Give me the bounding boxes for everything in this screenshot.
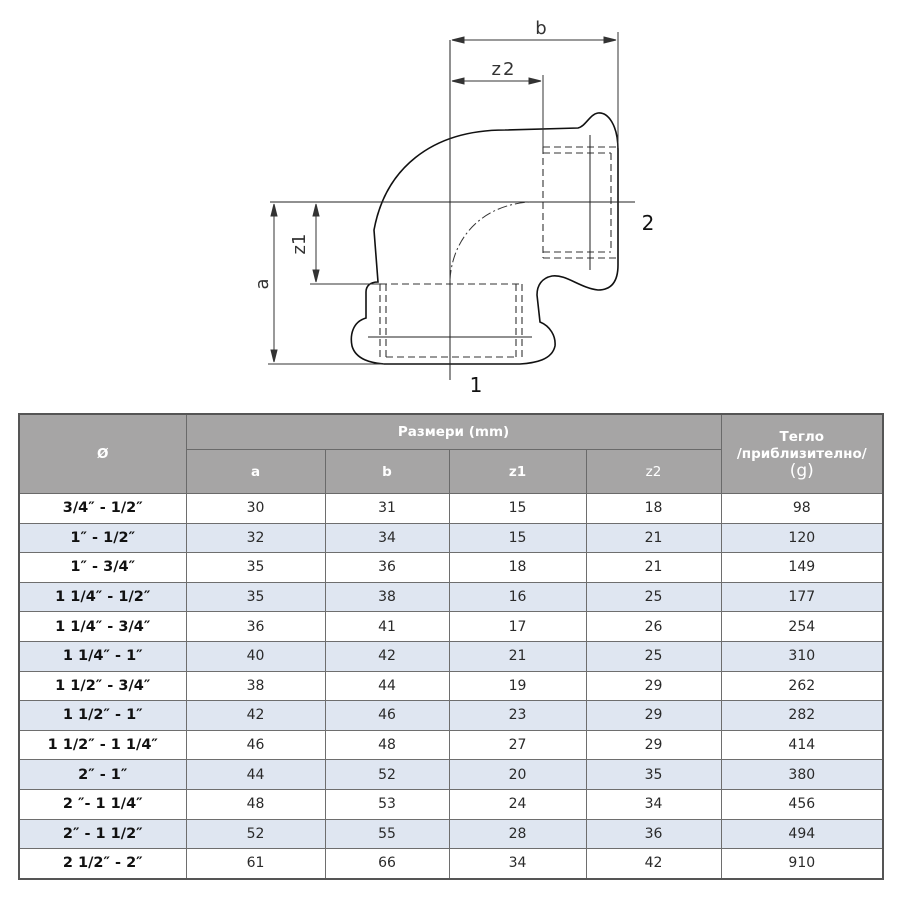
cell-a: 32 [186,523,325,553]
cell-z2: 36 [586,819,721,849]
cell-size: 1″ - 1/2″ [19,523,186,553]
cell-z2: 29 [586,671,721,701]
header-col-z1: z1 [449,450,586,494]
cell-a: 46 [186,730,325,760]
cell-z2: 18 [586,494,721,524]
cell-z1: 17 [449,612,586,642]
cell-b: 42 [325,641,449,671]
cell-a: 36 [186,612,325,642]
cell-a: 38 [186,671,325,701]
cell-size: 1″ - 3/4″ [19,553,186,583]
cell-size: 1 1/4″ - 1″ [19,641,186,671]
cell-a: 30 [186,494,325,524]
cell-b: 52 [325,760,449,790]
cell-b: 46 [325,701,449,731]
dimension-label-b: b [535,18,547,39]
cell-z2: 25 [586,641,721,671]
cell-z1: 23 [449,701,586,731]
cell-z2: 42 [586,849,721,879]
cell-weight: 414 [721,730,883,760]
cell-a: 61 [186,849,325,879]
cell-z1: 16 [449,582,586,612]
cell-z1: 28 [449,819,586,849]
header-weight-line2: /приблизително/ [736,445,867,462]
elbow-outline [351,113,618,364]
cell-weight: 254 [721,612,883,642]
header-col-a: a [186,450,325,494]
table-row [19,730,883,760]
header-diameter: Ø [19,414,186,494]
elbow-outer-curve [368,130,512,292]
cell-b: 48 [325,730,449,760]
cell-z2: 35 [586,760,721,790]
cell-weight: 149 [721,553,883,583]
dimension-b [452,37,616,43]
cell-z1: 34 [449,849,586,879]
cell-z1: 19 [449,671,586,701]
cell-a: 35 [186,553,325,583]
cell-a: 44 [186,760,325,790]
cell-weight: 282 [721,701,883,731]
table-row [19,553,883,583]
cell-size: 2″ - 1″ [19,760,186,790]
cell-size: 1 1/2″ - 1 1/4″ [19,730,186,760]
table-row [19,523,883,553]
cell-a: 42 [186,701,325,731]
cell-z2: 21 [586,523,721,553]
cell-z2: 29 [586,701,721,731]
cell-a: 35 [186,582,325,612]
header-weight-line1: Тегло [779,428,825,445]
cell-size: 1 1/4″ - 1/2″ [19,582,186,612]
cell-z2: 21 [586,553,721,583]
cell-z1: 27 [449,730,586,760]
cell-weight: 910 [721,849,883,879]
cell-z1: 15 [449,523,586,553]
cell-b: 34 [325,523,449,553]
cell-b: 44 [325,671,449,701]
header-weight [721,414,883,494]
cell-size: 1 1/2″ - 3/4″ [19,671,186,701]
cell-a: 52 [186,819,325,849]
cell-z1: 20 [449,760,586,790]
cell-b: 31 [325,494,449,524]
cell-weight: 380 [721,760,883,790]
elbow-technical-drawing [0,0,900,405]
cell-weight: 120 [721,523,883,553]
cell-z1: 18 [449,553,586,583]
dimension-label-z1: z1 [289,233,310,255]
cell-b: 55 [325,819,449,849]
cell-weight: 262 [721,671,883,701]
table-row [19,701,883,731]
cell-size: 1 1/2″ - 1″ [19,701,186,731]
cell-weight: 98 [721,494,883,524]
cell-size: 2 1/2″ - 2″ [19,849,186,879]
cell-b: 53 [325,789,449,819]
cell-z2: 26 [586,612,721,642]
dimension-z1 [313,204,319,282]
cell-b: 41 [325,612,449,642]
port1-thread-dashes [380,284,522,357]
cell-a: 40 [186,641,325,671]
table-row [19,671,883,701]
cell-z1: 21 [449,641,586,671]
cell-weight: 177 [721,582,883,612]
flow-centerline-arc [450,202,530,280]
cell-z1: 24 [449,789,586,819]
cell-z2: 29 [586,730,721,760]
header-dimensions-group: Размери (mm) [186,414,721,450]
table-row [19,641,883,671]
table-row [19,849,883,879]
cell-size: 2″ - 1 1/2″ [19,819,186,849]
table-row [19,760,883,790]
table-row [19,789,883,819]
table-row [19,494,883,524]
cell-b: 36 [325,553,449,583]
table-body [19,494,883,879]
cell-z2: 25 [586,582,721,612]
table-row [19,582,883,612]
table-row [19,819,883,849]
cell-size: 2 ″- 1 1/4″ [19,789,186,819]
table-row [19,612,883,642]
header-col-b: b [325,450,449,494]
dimensions-table [18,413,884,880]
header-col-z2: z2 [586,450,721,494]
cell-size: 1 1/4″ - 3/4″ [19,612,186,642]
cell-b: 66 [325,849,449,879]
header-weight-unit: (g) [789,460,814,481]
cell-z1: 15 [449,494,586,524]
cell-a: 48 [186,789,325,819]
cell-b: 38 [325,582,449,612]
dimension-label-a: a [252,278,273,290]
cell-weight: 456 [721,789,883,819]
cell-size: 3/4″ - 1/2″ [19,494,186,524]
cell-z2: 34 [586,789,721,819]
port-label-2: 2 [641,211,655,235]
port-label-1: 1 [469,373,483,397]
cell-weight: 494 [721,819,883,849]
dimension-label-z2: z2 [491,59,517,80]
cell-weight: 310 [721,641,883,671]
